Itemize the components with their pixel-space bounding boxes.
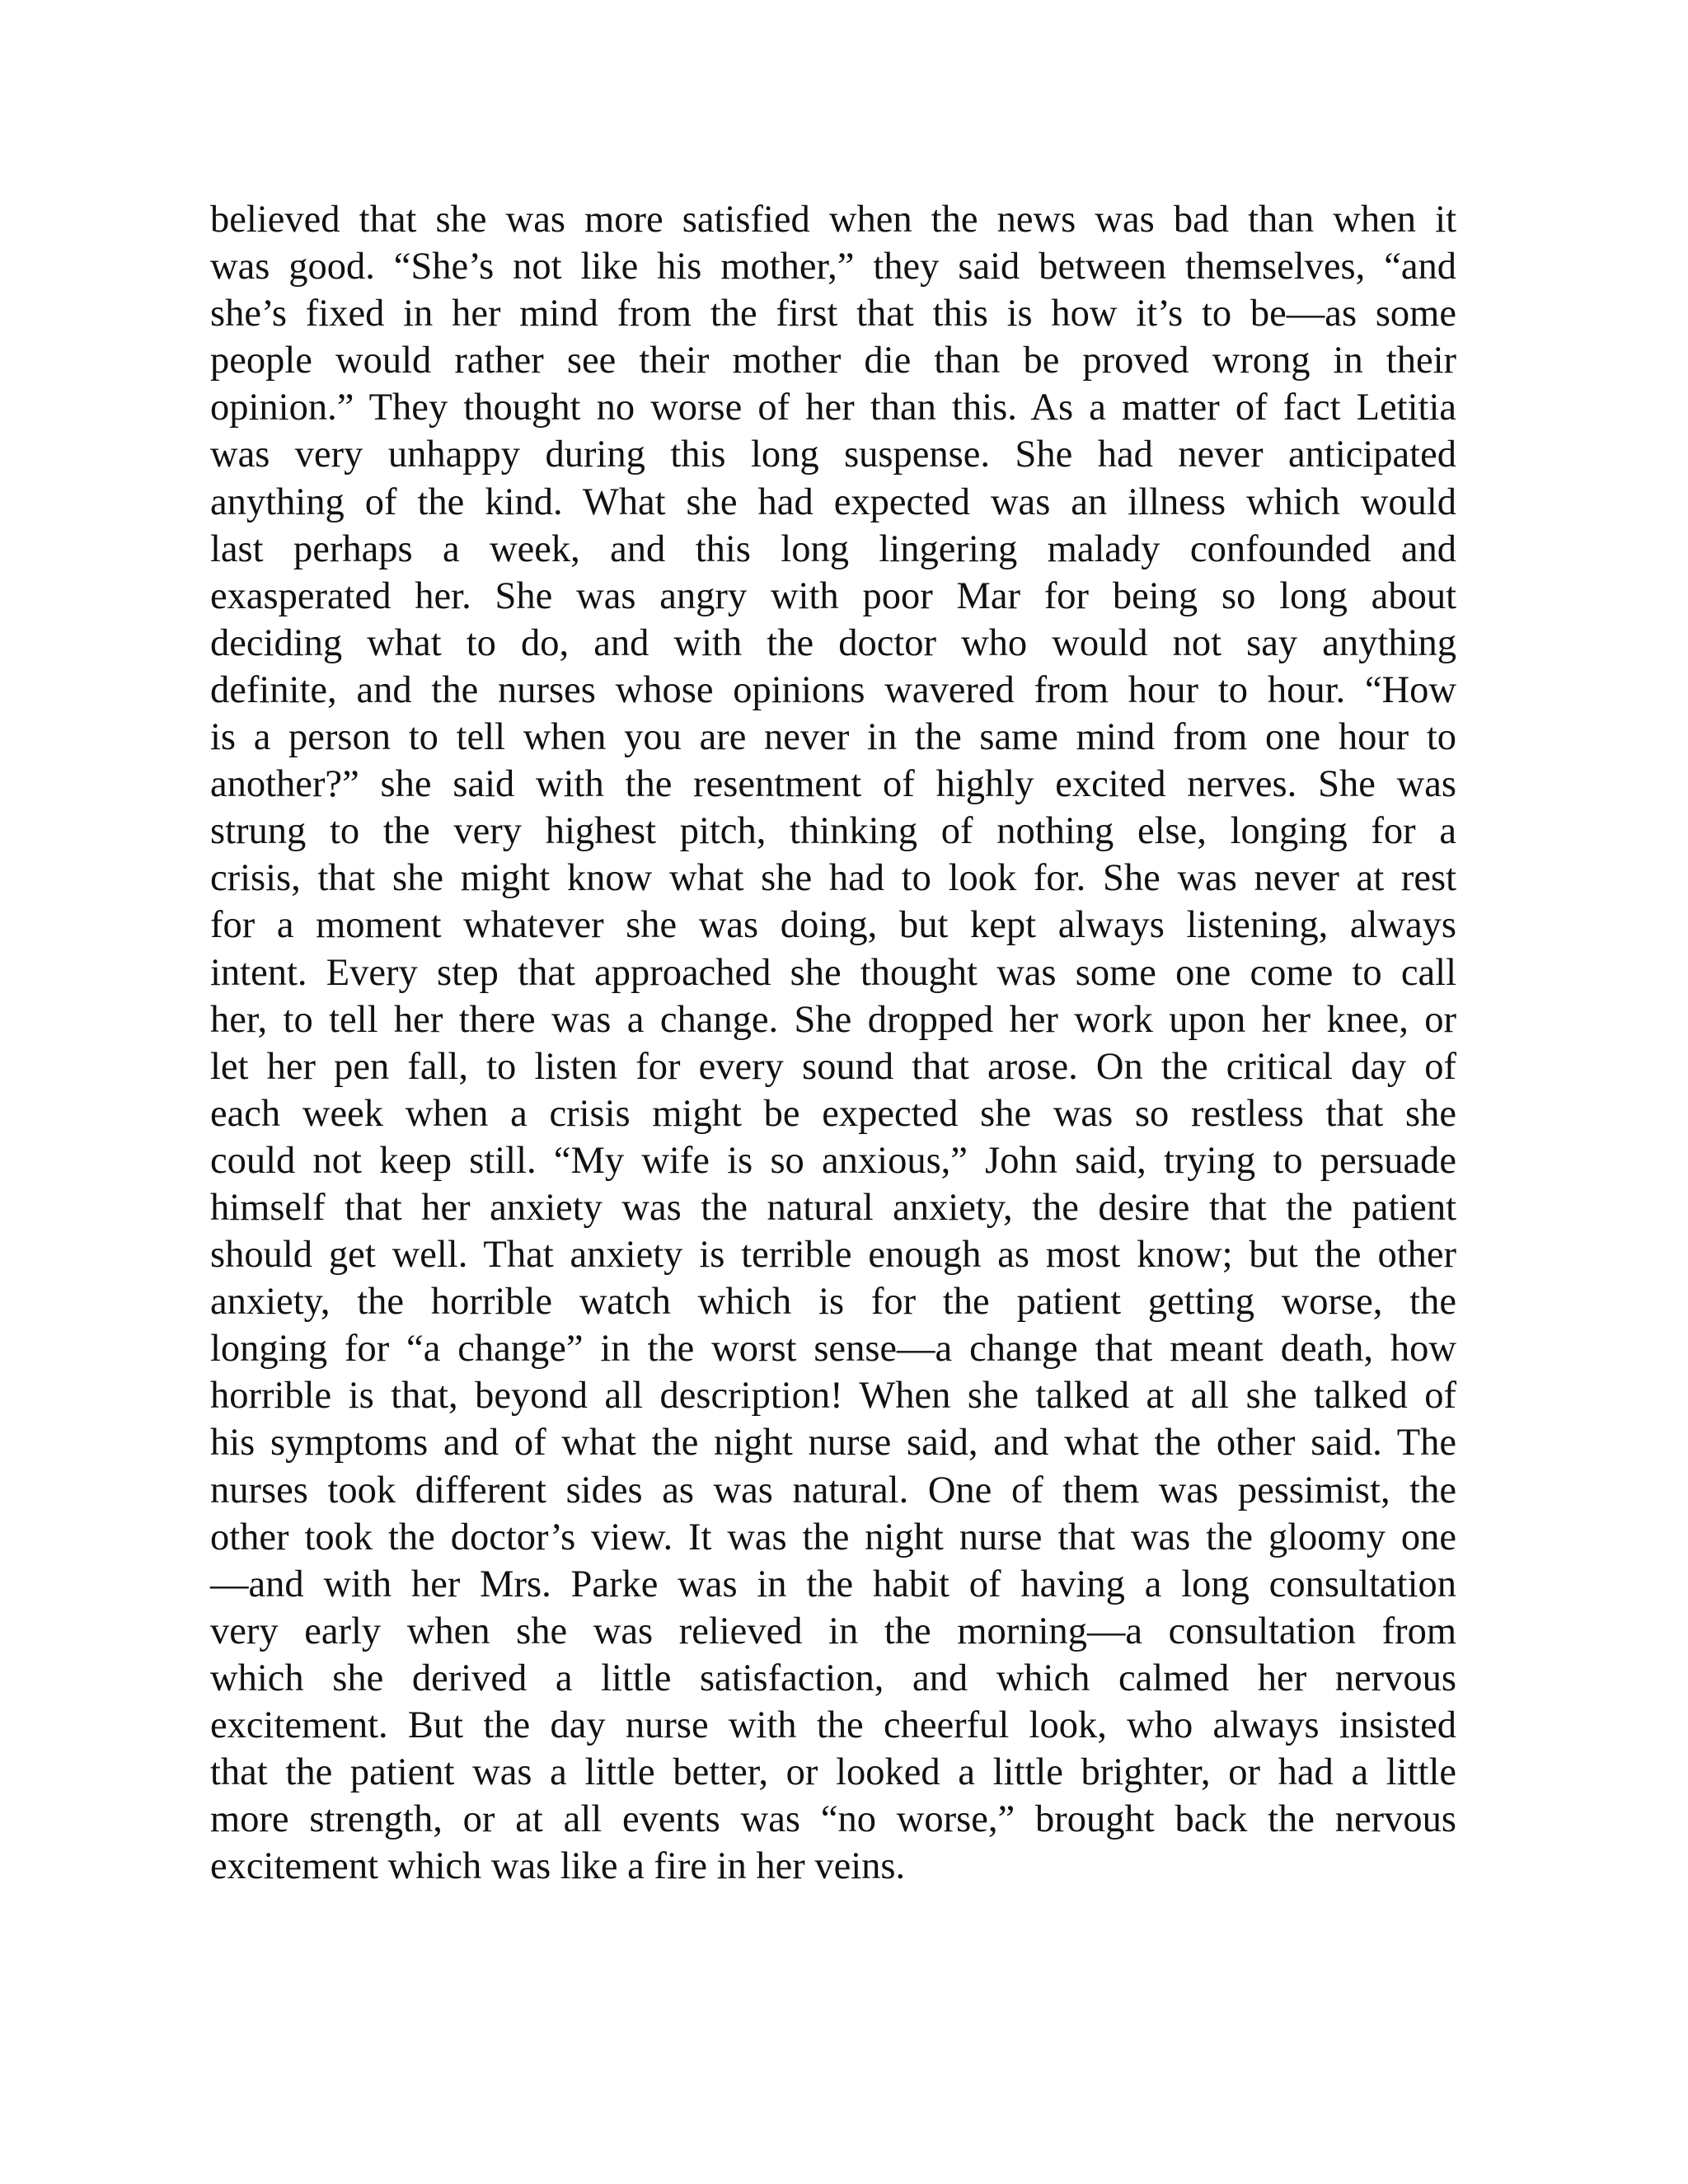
text-line: crisis, that she might know what she had to look for. She was never at rest [210,857,1456,900]
text-line: believed that she was more satisfied when the news was bad than when it [210,199,1456,241]
text-line: strung to the very highest pitch, thinking of nothing else, longing for a [210,810,1456,853]
text-line: was very unhappy during this long suspense. She had never anticipated [210,434,1456,476]
text-line: for a moment whatever she was doing, but kept always listening, always [210,904,1456,947]
text-line: should get well. That anxiety is terrible enough as most know; but the other [210,1234,1456,1277]
text-line: nurses took different sides as was natural. One of them was pessimist, the [210,1469,1456,1511]
text-line: excitement. But the day nurse with the cheerful look, who always insisted [210,1704,1456,1746]
text-line: last perhaps a week, and this long lingering malady confounded and [210,527,1456,570]
text-line: which she derived a little satisfaction, and which calmed her nervous [210,1657,1456,1699]
text-line: longing for “a change” in the worst sense—a change that meant death, how [210,1328,1456,1371]
text-line: his symptoms and of what the night nurse said, and what the other said. The [210,1422,1456,1465]
text-line: definite, and the nurses whose opinions wavered from hour to hour. “How [210,668,1456,711]
text-line: other took the doctor’s view. It was the night nurse that was the gloomy one [210,1516,1456,1558]
text-line: very early when she was relieved in the morning—a consultation from [210,1610,1456,1652]
text-line: she’s fixed in her mind from the first that this is how it’s to be—as some [210,293,1456,335]
text-line: is a person to tell when you are never in the same mind from one hour to [210,716,1456,759]
text-line: could not keep still. “My wife is so anxious,” John said, trying to persuade [210,1139,1456,1182]
text-line: opinion.” They thought no worse of her than this. As a matter of fact Letitia [210,387,1456,429]
text-line: her, to tell her there was a change. She dropped her work upon her knee, or [210,998,1456,1041]
text-line: let her pen fall, to listen for every sound that arose. On the critical day of [210,1045,1456,1088]
text-line: —and with her Mrs. Parke was in the habit of having a long consultation [210,1563,1456,1605]
text-line-last: excitement which was like a fire in her veins. [210,1845,906,1888]
text-line: another?” she said with the resentment of highly excited nerves. She was [210,763,1456,806]
text-line: himself that her anxiety was the natural anxiety, the desire that the patient [210,1186,1456,1229]
text-line: intent. Every step that approached she thought was some one come to call [210,951,1456,994]
text-line: each week when a crisis might be expected she was so restless that she [210,1092,1456,1135]
text-line: that the patient was a little better, or looked a little brighter, or had a little [210,1751,1456,1794]
text-line: more strength, or at all events was “no worse,” brought back the nervous [210,1798,1456,1841]
text-line: anything of the kind. What she had expected was an illness which would [210,480,1456,523]
text-line: anxiety, the horrible watch which is for the patient getting worse, the [210,1281,1456,1324]
text-line: was good. “She’s not like his mother,” they said between themselves, “and [210,246,1456,288]
text-line: horrible is that, beyond all description! When she talked at all she talked of [210,1375,1456,1418]
text-line: deciding what to do, and with the doctor who would not say anything [210,621,1456,664]
body-paragraph [210,196,1456,1890]
text-line: exasperated her. She was angry with poor Mar for being so long about [210,574,1456,617]
text-line: people would rather see their mother die than be proved wrong in their [210,340,1456,382]
